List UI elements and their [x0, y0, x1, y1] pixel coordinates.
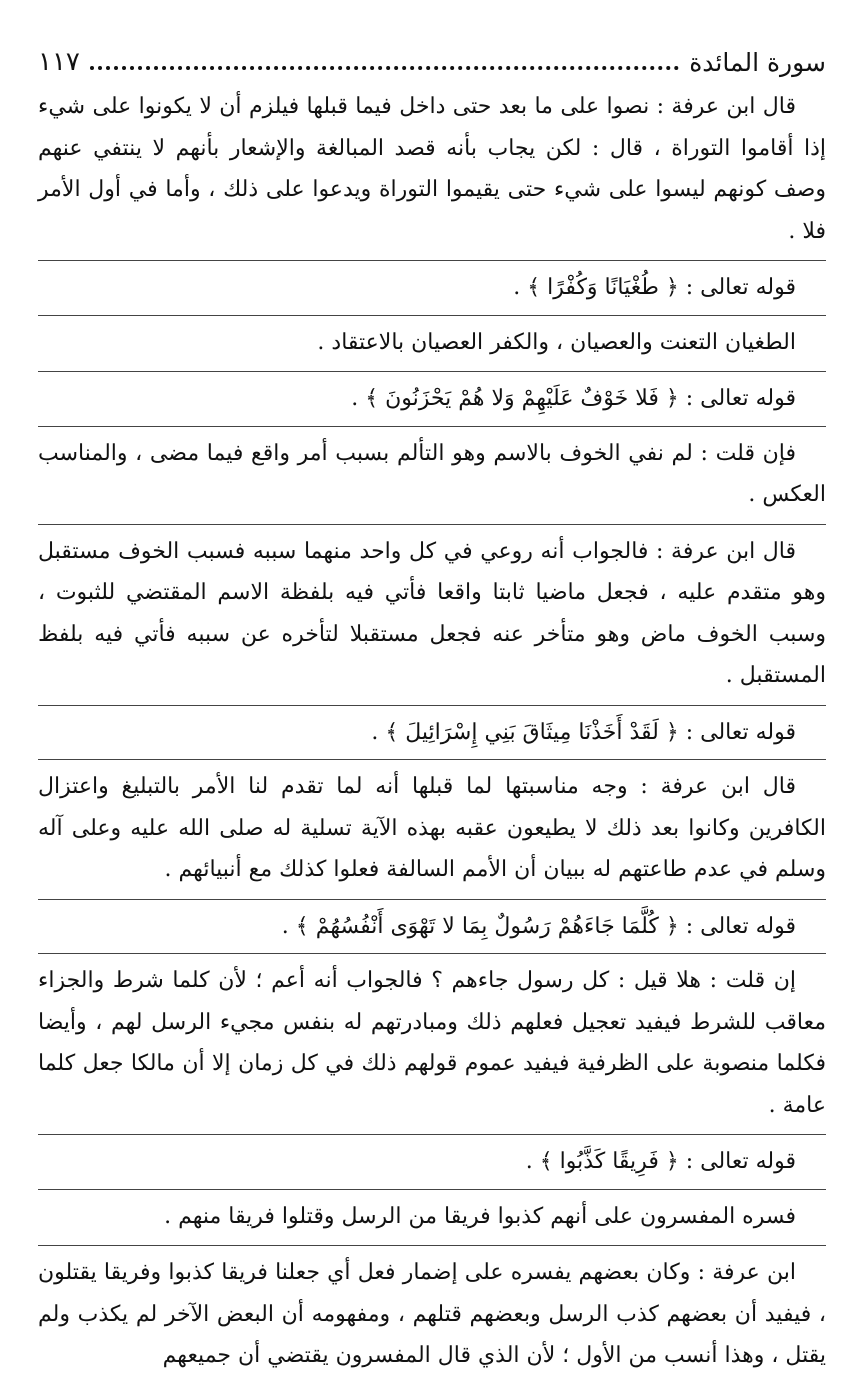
- page: [38, 40, 826, 1367]
- quote-prefix: قوله تعالى :: [685, 719, 796, 745]
- quote-prefix: قوله تعالى :: [685, 275, 796, 300]
- verse-quote: [38, 1141, 826, 1183]
- bracket-close: ﴾: [539, 1149, 553, 1174]
- paragraph: إن قلت : هلا قيل : كل رسول جاءهم ؟ فالجواب أنه أعم ؛ لأن كلما شرط والجزاء معاقب للشرط فيفيد تعجيل فعلهم ذلك ومبادرتهم له بنفس مجيء الرسل لهم ، وأيضا فكلما منصوبة على الظرفية فيفيد عموم قولهم ذلك في كل زمان إلا أن مالكا جعل كلما عامة .: [38, 968, 826, 1118]
- bracket-open: ﴿: [665, 1149, 679, 1174]
- paragraph: الطغيان التعنت والعصيان ، والكفر العصيان بالاعتقاد .: [317, 329, 796, 355]
- bracket-close: ﴾: [295, 913, 309, 939]
- bracket-close: ﴾: [527, 275, 541, 300]
- bracket-open: ﴿: [665, 719, 679, 745]
- surah-title: سورة المائدة: [689, 47, 826, 77]
- page-header: [38, 40, 826, 84]
- bracket-open: ﴿: [665, 275, 679, 300]
- verse-text: كُلَّمَا جَاءَهُمْ رَسُولٌ بِمَا لا تَهْوَى أَنْفُسُهُمْ: [315, 913, 659, 939]
- quote-suffix: .: [351, 386, 359, 411]
- verse-text: فَلا خَوْفٌ عَلَيْهِمْ وَلا هُمْ يَحْزَنُونَ: [385, 386, 659, 411]
- divider: [38, 524, 826, 525]
- paragraph: قال ابن عرفة : فالجواب أنه روعي في كل واحد منهما سببه فسبب الخوف مستقبل وهو متقدم عليه ، فجعل ماضيا ثابتا واقعا فأتي فيه بلفظة الاسم المقتضي للثبوت ، وسبب الخوف ماض وهو متأخر عنه فجعل مستقبلا لتأخره عن سببه فأتي فيه بلفظ المستقبل .: [38, 538, 826, 688]
- divider: [38, 260, 826, 261]
- verse-text: لَقَدْ أَخَذْنَا مِيثَاقَ بَنِي إِسْرَائِيلَ: [405, 719, 659, 745]
- bracket-close: ﴾: [385, 719, 399, 745]
- page-number: ١١٧: [38, 47, 80, 77]
- verse-quote: [38, 712, 826, 754]
- paragraph: ابن عرفة : وكان بعضهم يفسره على إضمار فعل أي جعلنا فريقا كذبوا وفريقا يقتلون ، فيفيد أن بعضهم كذب الرسل وبعضهم قتلهم ، ومفهومه أن البعض الآخر لم يكذب ولم يقتل ، وهذا أنسب من الأول ؛ لأن الذي قال المفسرون يقتضي أن جميعهم: [38, 1260, 826, 1368]
- verse-text: فَرِيقًا كَذَّبُوا: [559, 1149, 659, 1174]
- page-content: [38, 86, 826, 1377]
- quote-suffix: .: [371, 719, 379, 745]
- paragraph: فإن قلت : لم نفي الخوف بالاسم وهو التألم بسبب أمر واقع فيما مضى ، والمناسب العكس .: [38, 440, 826, 507]
- paragraph: قال ابن عرفة : نصوا على ما بعد حتى داخل فيما قبلها فيلزم أن لا يكونوا على شيء إذا أقاموا التوراة ، قال : لكن يجاب بأنه قصد المبالغة والإشعار بأنهم لا ينتفي عنهم وصف كونهم ليسوا على شيء حتى يقيموا التوراة ويدعوا على ذلك ، وأما في أول الأمر فلا .: [38, 94, 826, 244]
- divider: [38, 315, 826, 316]
- verse-quote: [38, 267, 826, 309]
- verse-quote: [38, 906, 826, 948]
- divider: [38, 371, 826, 372]
- quote-prefix: قوله تعالى :: [685, 386, 796, 411]
- verse-text: طُغْيَانًا وَكُفْرًا: [547, 275, 659, 300]
- quote-suffix: .: [281, 913, 289, 939]
- divider: [38, 1245, 826, 1246]
- divider: [38, 953, 826, 954]
- verse-quote: [38, 378, 826, 420]
- bracket-open: ﴿: [665, 386, 679, 411]
- quote-suffix: .: [525, 1149, 533, 1174]
- bracket-close: ﴾: [365, 386, 379, 411]
- paragraph: قال ابن عرفة : وجه مناسبتها لما قبلها أنه لما تقدم لنا الأمر بالتبليغ واعتزال الكافرين وكانوا بعد ذلك لا يطيعون عقبه بهذه الآية تسلية له صلى الله عليه وعلى آله وسلم في عدم طاعتهم له ببيان أن الأمم السالفة فعلوا كذلك مع أنبيائهم .: [38, 774, 826, 882]
- divider: [38, 899, 826, 900]
- quote-prefix: قوله تعالى :: [685, 1149, 796, 1174]
- quote-prefix: قوله تعالى :: [685, 913, 796, 939]
- bracket-open: ﴿: [665, 913, 679, 939]
- divider: [38, 426, 826, 427]
- divider: [38, 1189, 826, 1190]
- divider: [38, 705, 826, 706]
- divider: [38, 1134, 826, 1135]
- dotted-leader: [90, 66, 679, 70]
- paragraph: فسره المفسرون على أنهم كذبوا فريقا من الرسل وقتلوا فريقا منهم .: [164, 1203, 796, 1229]
- divider: [38, 759, 826, 760]
- quote-suffix: .: [513, 275, 521, 300]
